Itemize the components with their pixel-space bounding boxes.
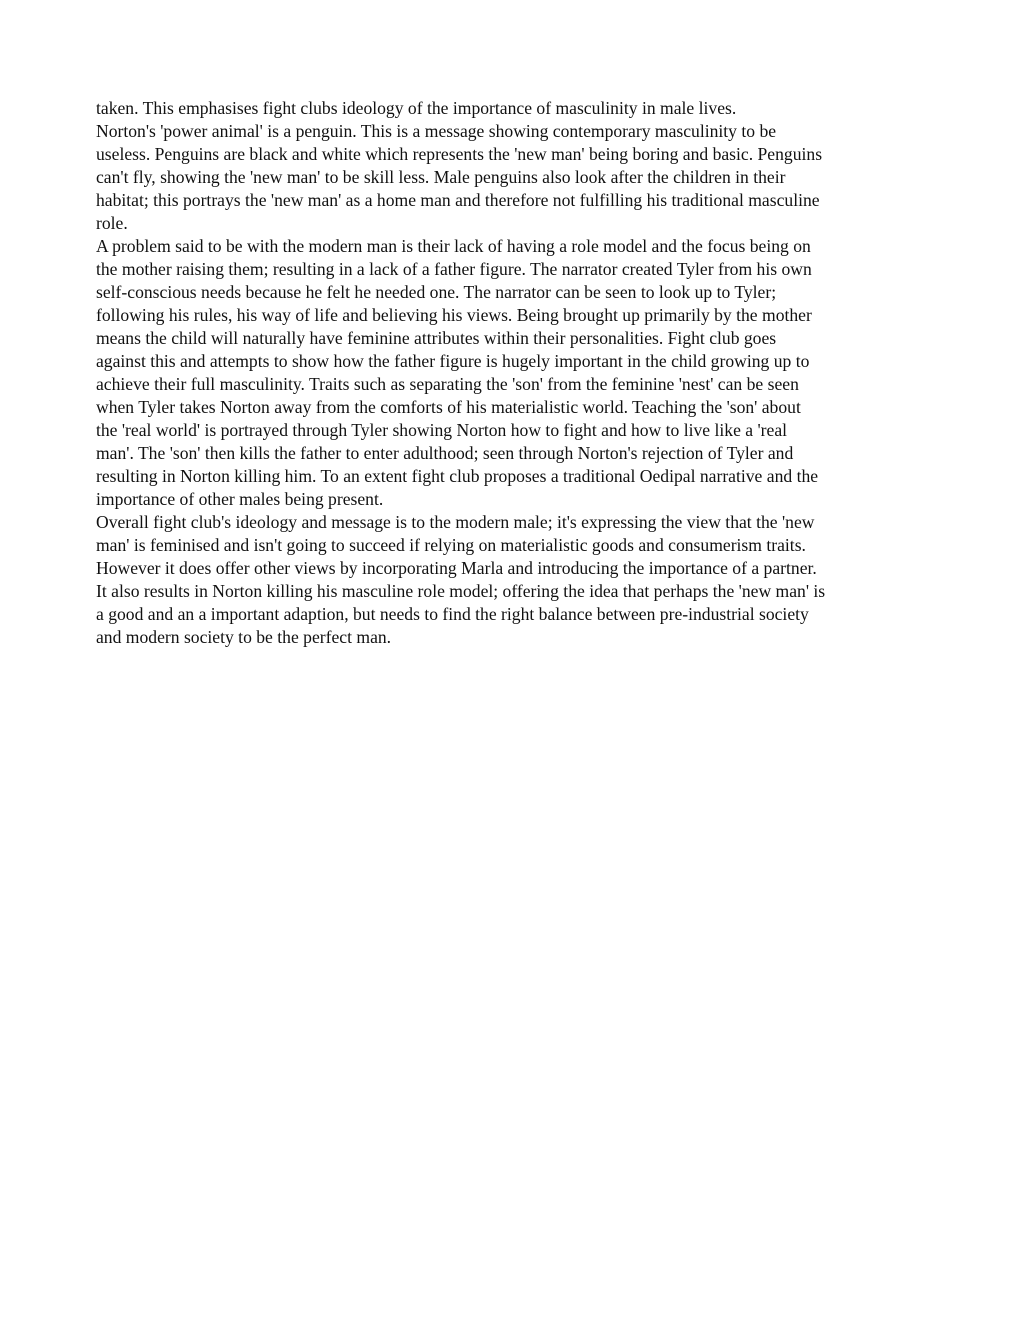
text-line-14: when Tyler takes Norton away from the comforts of his materialistic world. Teaching the 'son' about [96,397,801,417]
text-line-15: the 'real world' is portrayed through Tyler showing Norton how to fight and how to live like a 'real [96,420,788,440]
text-line-21: However it does offer other views by incorporating Marla and introducing the importance of a partner. [96,558,817,578]
text-line-10: following his rules, his way of life and believing his views. Being brought up primarily by the mother [96,305,812,325]
text-line-12: against this and attempts to show how the father figure is hugely important in the child growing up to [96,351,810,371]
text-line-17: resulting in Norton killing him. To an extent fight club proposes a traditional Oedipal narrative and the [96,466,819,486]
text-line-6: role. [96,213,128,233]
text-line-1: taken. This emphasises fight clubs ideology of the importance of masculinity in male lives. [96,98,737,118]
text-line-20: man' is feminised and isn't going to succeed if relying on materialistic goods and consumerism traits. [96,535,806,555]
text-line-11: means the child will naturally have feminine attributes within their personalities. Fight club goes [96,328,777,348]
text-line-9: self-conscious needs because he felt he needed one. The narrator can be seen to look up to Tyler; [96,282,777,302]
text-line-19: Overall fight club's ideology and message is to the modern male; it's expressing the view that the 'new [96,512,815,532]
text-line-8: the mother raising them; resulting in a lack of a father figure. The narrator created Tyler from his own [96,259,812,279]
text-line-2: Norton's 'power animal' is a penguin. This is a message showing contemporary masculinity to be [96,121,777,141]
text-line-23: a good and an a important adaption, but needs to find the right balance between pre-industrial society [96,604,809,624]
text-line-18: importance of other males being present. [96,489,384,509]
text-line-24: and modern society to be the perfect man. [96,627,392,647]
essay-text [96,97,946,649]
text-line-16: man'. The 'son' then kills the father to enter adulthood; seen through Norton's rejection of Tyler and [96,443,794,463]
text-line-3: useless. Penguins are black and white which represents the 'new man' being boring and basic. Penguins [96,144,823,164]
text-line-22: It also results in Norton killing his masculine role model; offering the idea that perhaps the 'new man' is [96,581,826,601]
text-line-13: achieve their full masculinity. Traits such as separating the 'son' from the feminine 'nest' can be seen [96,374,799,394]
text-line-7: A problem said to be with the modern man is their lack of having a role model and the focus being on [96,236,811,256]
text-line-5: habitat; this portrays the 'new man' as a home man and therefore not fulfilling his traditional masculine [96,190,820,210]
text-line-4: can't fly, showing the 'new man' to be skill less. Male penguins also look after the children in their [96,167,786,187]
